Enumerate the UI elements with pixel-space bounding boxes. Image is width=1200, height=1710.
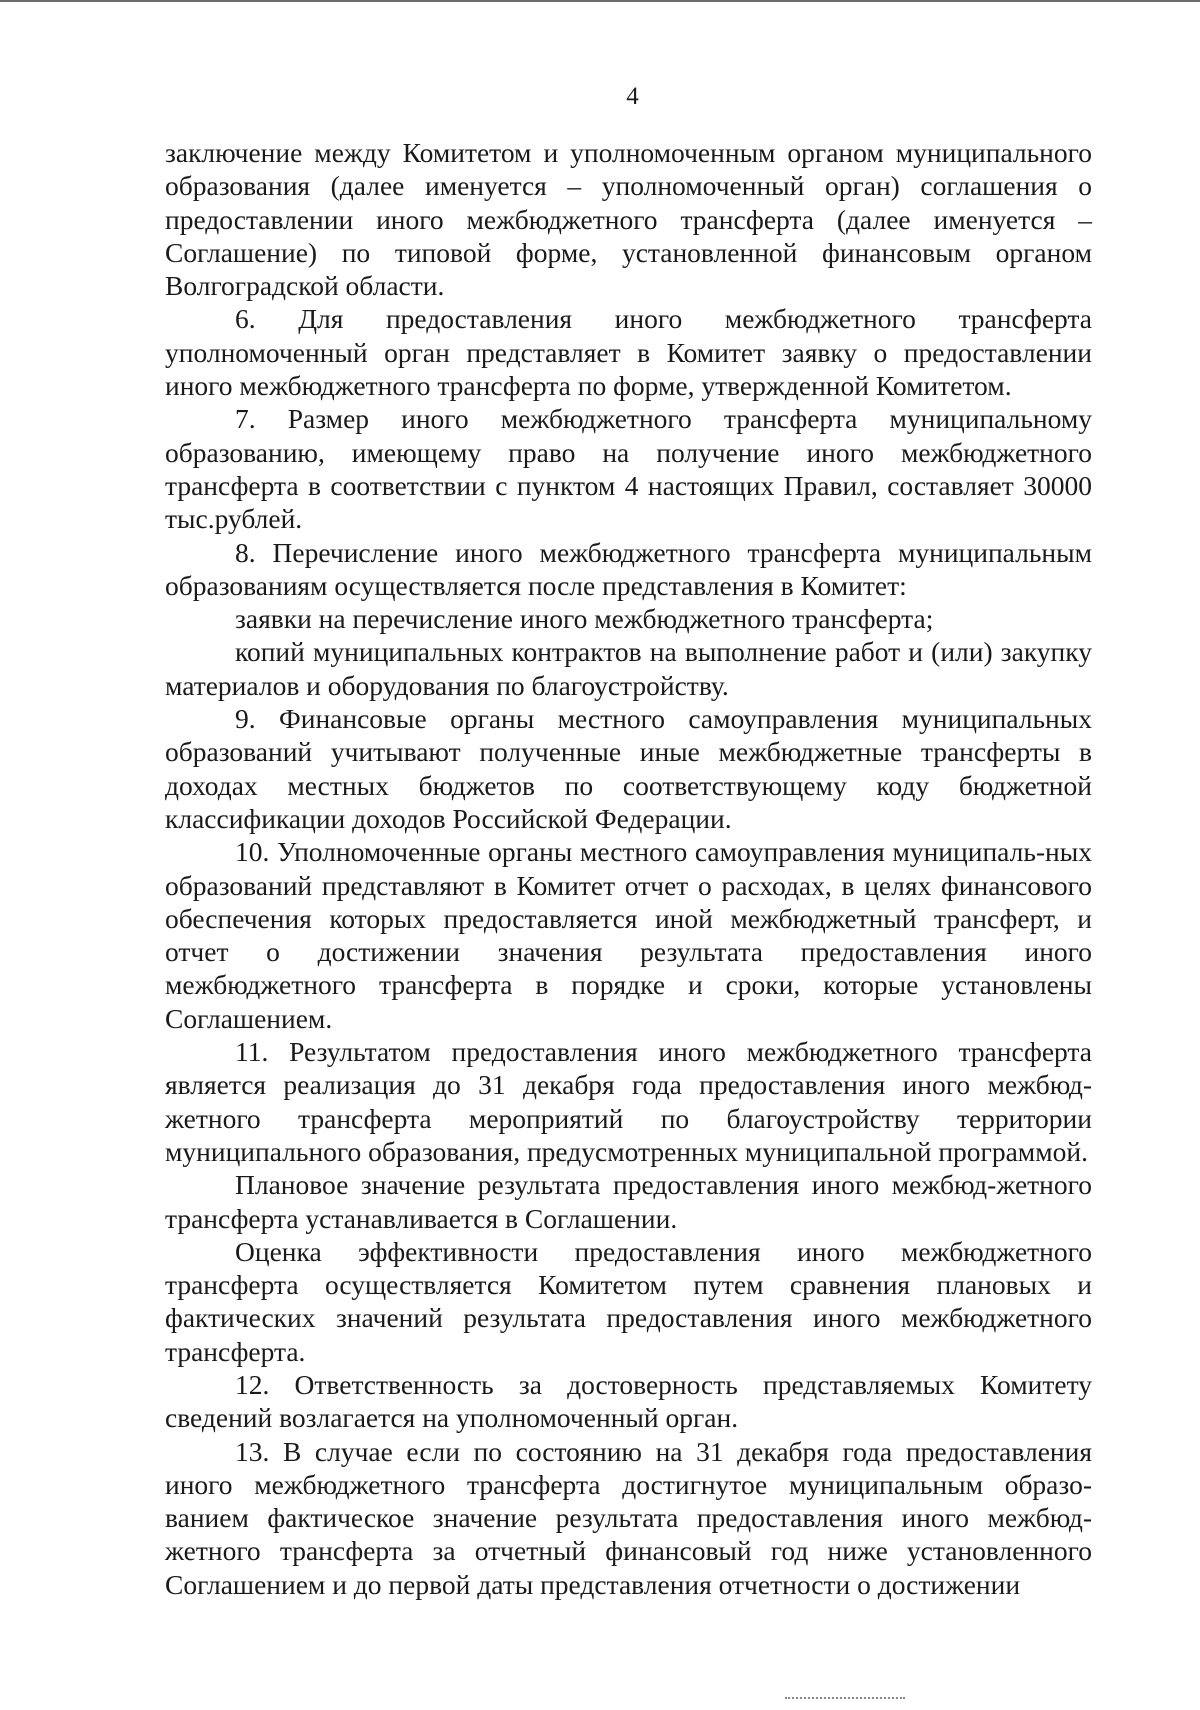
scan-artifact	[785, 1694, 905, 1699]
paragraph-item-10: 10. Уполномоченные органы местного самоуправления муниципаль-ных образований представляют в Комитет отчет о расходах, в целях финансового обеспечения которых предоставляется иной межбюджетный трансферт, и отчет о достижении значения результата предоставления иного межбюджетного трансферта в порядке и сроки, которые установлены Соглашением.	[165, 836, 1092, 1034]
page-number: 4	[626, 83, 639, 110]
scan-top-border	[0, 0, 1200, 2]
paragraph-item-7: 7. Размер иного межбюджетного трансферта муниципальному образованию, имеющему право на получение иного межбюджетного трансферта в соответствии с пунктом 4 настоящих Правил, составляет 30000 тыс.рублей.	[165, 403, 1092, 535]
paragraph-item-11-planned-value: Плановое значение результата предоставления иного межбюд-жетного трансферта устанавливается в Соглашении.	[165, 1169, 1092, 1234]
paragraph-item-13: 13. В случае если по состоянию на 31 декабря года предоставления иного межбюджетного трансферта достигнутое муниципальным образо-ванием фактическое значение результата предоставления иного межбюд-жетного трансферта за отчетный финансовый год ниже установленного Соглашением и до первой даты представления отчетности о достижении	[165, 1435, 1092, 1600]
paragraph-item-6: 6. Для предоставления иного межбюджетного трансферта уполномоченный орган представляет в Комитет заявку о предоставлении иного межбюджетного трансферта по форме, утвержденной Комитетом.	[165, 303, 1092, 402]
paragraph-item-11-evaluation: Оценка эффективности предоставления иного межбюджетного трансферта осуществляется Комитетом путем сравнения плановых и фактических значений результата предоставления иного межбюджетного трансферта.	[165, 1235, 1092, 1367]
paragraph-item-12: 12. Ответственность за достоверность представляемых Комитету сведений возлагается на уполномоченный орган.	[165, 1368, 1092, 1434]
paragraph-item-11: 11. Результатом предоставления иного межбюджетного трансферта является реализация до 31 декабря года предоставления иного межбюд-жетного трансферта мероприятий по благоустройству территории муниципального образования, предусмотренных муниципальной программой.	[165, 1036, 1092, 1167]
paragraph-item-9: 9. Финансовые органы местного самоуправления муниципальных образований учитывают полученные иные межбюджетные трансферты в доходах местных бюджетов по соответствующему коду бюджетной классификации доходов Российской Федерации.	[165, 703, 1092, 834]
paragraph-item-8-list-2: копий муниципальных контрактов на выполнение работ и (или) закупку материалов и оборудования по благоустройству.	[165, 636, 1092, 701]
paragraph-item-8-list-1: заявки на перечисление иного межбюджетного трансферта;	[235, 603, 934, 635]
paragraph-item-8: 8. Перечисление иного межбюджетного трансферта муниципальным образованиям осуществляется после представления в Комитет:	[165, 536, 1092, 601]
document-body	[165, 136, 1092, 1601]
paragraph-agreement-conclusion: заключение между Комитетом и уполномоченным органом муниципального образования (далее именуется – уполномоченный орган) соглашения о предоставлении иного межбюджетного трансферта (далее именуется – Соглашение) по типовой форме, установленной финансовым органом Волгоградской области.	[165, 137, 1092, 302]
